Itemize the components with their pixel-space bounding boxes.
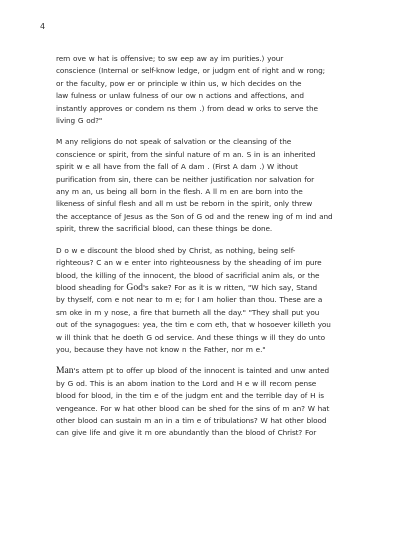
page-number: 4: [40, 22, 46, 31]
text-line: [56, 378, 374, 390]
text-segment: by G od. This is an abom ination to the Lord and H e w ill recom pense: [56, 378, 317, 388]
text-segment: M any religions do not speak of salvation or the cleansing of the: [56, 137, 292, 147]
text-line: [56, 90, 374, 102]
text-line: [56, 390, 374, 402]
text-line: [56, 65, 374, 77]
text-line: [56, 149, 374, 161]
text-line: [56, 365, 374, 377]
text-segment: D o w e discount the blood shed by Christ, as nothing, being self-: [56, 245, 296, 255]
text-segment: law fulness or unlaw fulness of our ow n actions and affections, and: [56, 91, 304, 101]
paragraph: [56, 365, 374, 439]
text-segment: instantly approves or condem ns them .) from dead w orks to serve the: [56, 103, 318, 113]
text-line: [56, 344, 374, 356]
text-segment: vengeance. For w hat other blood can be shed for the sins of m an? W hat: [56, 403, 330, 413]
text-segment: w ill think that he doeth G od service. And these things w ill they do unto: [56, 332, 325, 342]
text-segment: 's attem pt to offer up blood of the innocent is tainted and unw anted: [73, 366, 330, 376]
text-line: [56, 427, 374, 439]
text-segment: conscience or spirit, from the sinful nature of m an. S in is an inherited: [56, 149, 316, 159]
text-line: [56, 211, 374, 223]
text-segment: sm oke in m y nose, a fire that burneth all the day." "They shall put you: [56, 307, 320, 317]
emphasized-word: Man: [56, 365, 74, 377]
text-line: [56, 319, 374, 331]
text-line: [56, 257, 374, 269]
text-line: [56, 198, 374, 210]
text-line: [56, 245, 374, 257]
text-segment: conscience (Internal or self-know ledge, or judgm ent of right and w rong;: [56, 66, 325, 76]
text-line: [56, 136, 374, 148]
text-line: [56, 161, 374, 173]
text-segment: 's sake? For as it is w ritten, "W hich say, Stand: [142, 282, 318, 292]
text-line: [56, 282, 374, 294]
text-segment: blood, the killing of the innocent, the blood of sacrificial anim als, or the: [56, 270, 320, 280]
text-segment: can give life and give it m ore abundantly than the blood of Christ? For: [56, 428, 317, 438]
document-body: [56, 53, 374, 449]
text-segment: blood sheading for: [56, 282, 127, 292]
text-line: [56, 103, 374, 115]
paragraph: [56, 53, 374, 127]
text-segment: spirit w e all have from the fall of A dam . (First A dam .) W ithout: [56, 162, 298, 172]
text-segment: purification from sin, there can be neither justification nor salvation for: [56, 174, 315, 184]
text-segment: spirit, threw the sacrificial blood, can these things be done.: [56, 224, 273, 234]
text-line: [56, 307, 374, 319]
text-segment: blood for blood, in the tim e of the judgm ent and the terrible day of H is: [56, 391, 324, 401]
text-line: [56, 115, 374, 127]
emphasized-word: God: [126, 281, 143, 293]
text-segment: other blood can sustain m an in a tim e of tribulations? W hat other blood: [56, 415, 327, 425]
text-line: [56, 270, 374, 282]
text-segment: out of the synagogues: yea, the tim e com eth, that w hosoever killeth you: [56, 320, 331, 330]
text-segment: any m an, us being all born in the flesh. A ll m en are born into the: [56, 187, 303, 197]
text-line: [56, 223, 374, 235]
text-segment: righteous? C an w e enter into righteousness by the sheading of im pure: [56, 258, 322, 268]
text-segment: rem ove w hat is offensive; to sw eep aw ay im purities.) your: [56, 54, 284, 63]
text-segment: likeness of sinful flesh and all m ust be reborn in the spirit, only threw: [56, 199, 313, 209]
text-line: [56, 332, 374, 344]
text-line: [56, 53, 374, 65]
text-line: [56, 294, 374, 306]
text-line: [56, 403, 374, 415]
text-segment: or the faculty, pow er or principle w ithin us, w hich decides on the: [56, 78, 302, 88]
paragraph: [56, 245, 374, 357]
text-segment: living G od?": [56, 116, 103, 126]
paragraph: [56, 136, 374, 235]
text-line: [56, 174, 374, 186]
text-line: [56, 78, 374, 90]
text-segment: you, because they have not know n the Father, nor m e.": [56, 344, 266, 354]
text-line: [56, 186, 374, 198]
text-line: [56, 415, 374, 427]
text-segment: the acceptance of Jesus as the Son of G od and the renew ing of m ind and: [56, 211, 333, 221]
text-segment: by thyself, com e not near to m e; for I am holier than thou. These are a: [56, 295, 323, 305]
